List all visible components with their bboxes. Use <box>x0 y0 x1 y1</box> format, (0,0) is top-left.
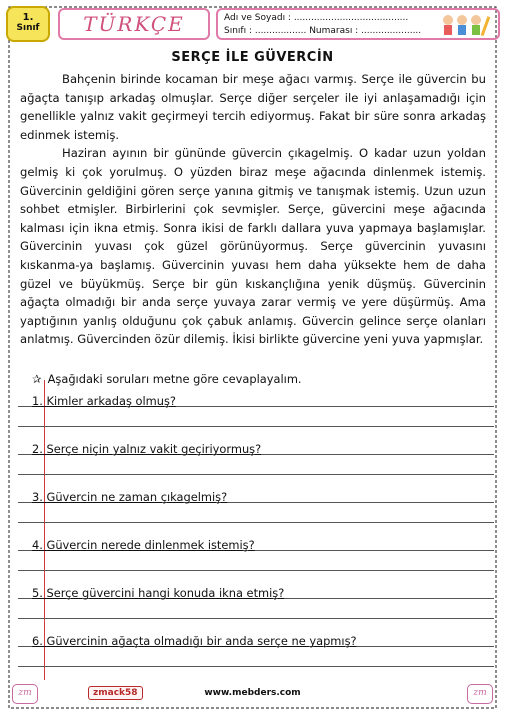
question-3: 3. Güvercin ne zaman çıkagelmiş? <box>32 490 228 504</box>
story-paragraph: Bahçenin birinde kocaman bir meşe ağacı varmış. Serçe ile güvercin bu ağaçta tanışıp arkadaş olmuşlar. Serçe diğer serçeler ile iyi anlaşamadığı için genellikle yalnız vakit geçirmeyi tercih ediyormuş. Fakat bir süre sonra arkadaş edinmek istemiş. <box>20 72 486 142</box>
children-reading-icon <box>438 12 494 38</box>
question-2: 2. Serçe niçin yalnız vakit geçiriyormuş? <box>32 442 262 456</box>
grade-label: Sınıf <box>16 23 40 33</box>
logo-left: zm <box>12 684 38 704</box>
grade-badge <box>6 6 50 42</box>
class-field-label: Sınıfı : .................. Numarası : ..................... <box>224 26 422 36</box>
logo-right: zm <box>467 684 493 704</box>
story-title: SERÇE İLE GÜVERCİN <box>171 50 334 65</box>
site-link[interactable]: www.mebders.com <box>204 688 301 698</box>
instruction <box>32 372 302 386</box>
question-5: 5. Serçe güvercini hangi konuda ikna etmiş? <box>32 586 285 600</box>
instruction-text: Aşağıdaki soruları metne göre cevaplayalım. <box>47 372 302 386</box>
answer-line <box>18 618 494 619</box>
question-1: 1. Kimler arkadaş olmuş? <box>32 394 176 408</box>
question-4: 4. Güvercin nerede dinlenmek istemiş? <box>32 538 255 552</box>
story-paragraph: Haziran ayının bir gününde güvercin çıkagelmiş. O kadar uzun yoldan gelmiş ki çok yorulmuş. O yüzden biraz meşe ağacında dinlenmek istemiş. Güvercinin geldiğini gören serçe yanına gitmiş ve tanışmak istemiş. Uzun uzun sohbet etmişler. Birbirlerini çok sevmişler. Serçe, güvercini meşe ağacında kalması için ikna etmiş. Sonra ikisi de farklı dallara yuva yapmaya başlamışlar. Güvercinin yuvası çok güzel görünüyormuş. Serçe güvercinin yuvasını kıskanma-ya başlamış. Güvercinin yuvası hem daha yüksekte hem de daha güzel ve büyükmüş. Serçe bir gün kıskançlığına yenik düşmüş. Güvercinin ağaçta olmadığı bir anda serçe yuvaya zarar vermiş ve yere düşürmüş. Ama yaptığının yanlış olduğunu çok çabuk anlamış. Güvercin gelince serçe olanları anlatmış. Güvercinden özür dilemiş. İkisi birlikte güvercine yeni yuva yapmışlar. <box>20 146 486 347</box>
question-6: 6. Güvercinin ağaçta olmadığı bir anda serçe ne yapmış? <box>32 634 357 648</box>
answer-line <box>18 570 494 571</box>
grade-number: 1. <box>22 12 34 23</box>
subject-title: TÜRKÇE <box>83 12 185 36</box>
author-tag: zmack58 <box>88 686 143 700</box>
header <box>6 6 500 44</box>
answer-line <box>18 426 494 427</box>
star-icon: ✰ <box>32 372 42 386</box>
answer-line <box>18 474 494 475</box>
answer-line <box>18 666 494 667</box>
story-text <box>20 70 486 349</box>
answer-line <box>18 522 494 523</box>
student-info-box <box>216 8 500 40</box>
name-field-label: Adı ve Soyadı : ........................................ <box>224 13 409 23</box>
footer <box>8 684 497 706</box>
question-area <box>18 390 494 680</box>
subject-box <box>58 8 210 40</box>
